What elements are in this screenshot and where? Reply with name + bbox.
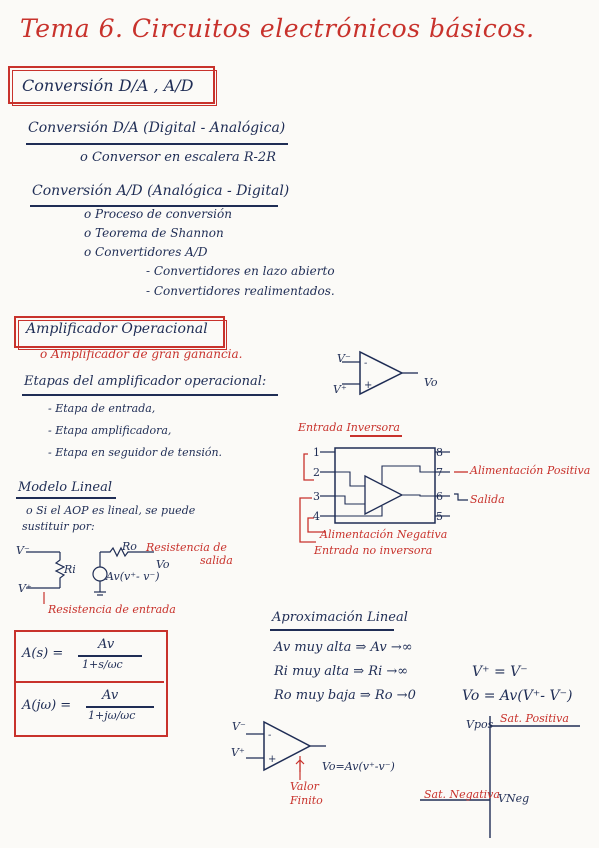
section-title-conversion: Conversión D/A , A/D	[22, 76, 194, 95]
pin-4: 4	[313, 510, 320, 523]
output-resistance-label-2: salida	[200, 554, 233, 567]
vplus-label-bottom: V⁺	[231, 746, 245, 759]
ri-label-model: Ri	[64, 563, 76, 576]
adc-item-1: o Proceso de conversión	[84, 207, 232, 221]
approx-result-2: Vo = Av(V⁺- V⁻)	[462, 688, 573, 704]
finite-value-1: Valor	[290, 780, 319, 793]
stages-heading: Etapas del amplificador operacional:	[24, 374, 267, 389]
vplus-label-top: V⁺	[333, 383, 347, 396]
vpos-label: Vpos	[466, 718, 494, 731]
svg-text:+: +	[364, 380, 373, 391]
sat-pos-label: Sat. Positiva	[500, 712, 569, 725]
pin-8: 8	[436, 446, 443, 459]
source-label: Av(v⁺- v⁻)	[106, 570, 160, 583]
approx-result-1: V⁺ = V⁻	[472, 664, 528, 680]
finite-value-2: Finito	[290, 794, 323, 807]
formula-2-bar	[86, 706, 154, 708]
formula-2-num: Av	[102, 688, 119, 703]
output-resistance-label-1: Resistencia de	[146, 541, 227, 554]
linear-model-underline	[16, 497, 116, 499]
sat-neg-label: Sat. Negativa	[424, 788, 500, 801]
vminus-label-model: V⁻	[16, 544, 30, 557]
stage-1: - Etapa de entrada,	[48, 402, 156, 415]
pin-output-label: Salida	[470, 493, 505, 506]
pin-7: 7	[436, 466, 443, 479]
pin-neg-supply-label: Alimentación Negativa	[320, 528, 448, 541]
svg-text:-: -	[268, 730, 272, 741]
formula-2-lhs: A(jω) =	[22, 698, 72, 713]
formula-1-lhs: A(s) =	[22, 646, 64, 661]
page-title: Tema 6. Circuitos electrónicos básicos.	[20, 14, 535, 43]
opamp-desc: o Amplificador de gran ganancia.	[40, 347, 243, 361]
vo-formula-bottom: Vo=Av(v⁺-v⁻)	[322, 760, 395, 773]
pin-2: 2	[313, 466, 320, 479]
approx-heading: Aproximación Lineal	[272, 610, 408, 625]
adc-subitem-2: - Convertidores realimentados.	[146, 284, 335, 298]
pin-6: 6	[436, 490, 443, 503]
stage-3: - Etapa en seguidor de tensión.	[48, 446, 223, 459]
formula-2-den: 1+jω/ωc	[88, 709, 136, 722]
ro-label-model: Ro	[122, 540, 137, 553]
pin-noninv-input-label: Entrada no inversora	[314, 544, 433, 557]
formula-1-bar	[78, 655, 142, 657]
vneg-label: VNeg	[498, 792, 530, 805]
adc-subitem-1: - Convertidores en lazo abierto	[146, 264, 335, 278]
arrow-up-icon	[292, 758, 308, 780]
vo-label-top: Vo	[424, 376, 438, 389]
svg-text:-: -	[364, 358, 368, 369]
pin-pos-supply-label: Alimentación Positiva	[470, 464, 591, 477]
pin-5: 5	[436, 510, 443, 523]
formula-1-num: Av	[98, 637, 115, 652]
approx-underline	[270, 629, 394, 631]
vminus-label-bottom: V⁻	[232, 720, 246, 733]
saturation-graph	[420, 714, 590, 840]
dac-heading: Conversión D/A (Digital - Analógica)	[28, 120, 286, 136]
formula-divider	[16, 681, 164, 683]
linear-model-text-1: o Si el AOP es lineal, se puede	[26, 504, 196, 517]
approx-line-1: Av muy alta ⇒ Av →∞	[274, 640, 413, 655]
adc-heading: Conversión A/D (Analógica - Digital)	[32, 183, 290, 199]
svg-text:+: +	[268, 754, 277, 765]
linear-model-heading: Modelo Lineal	[18, 480, 113, 495]
pin-1: 1	[313, 446, 320, 459]
approx-line-3: Ro muy baja ⇒ Ro →0	[274, 688, 416, 703]
linear-model-text-2: sustituir por:	[22, 520, 95, 533]
approx-line-2: Ri muy alta ⇒ Ri →∞	[274, 664, 409, 679]
adc-item-3: o Convertidores A/D	[84, 245, 208, 259]
stages-underline	[22, 394, 278, 396]
dac-item: o Conversor en escalera R-2R	[80, 150, 276, 165]
vplus-label-model: V⁺	[18, 582, 32, 595]
vminus-label-top: V⁻	[337, 352, 351, 365]
stage-2: - Etapa amplificadora,	[48, 424, 172, 437]
vo-label-model: Vo	[156, 558, 170, 571]
pin-inv-input-label: Entrada Inversora	[298, 421, 400, 434]
formula-1-den: 1+s/ωc	[82, 658, 123, 671]
section-title-opamp: Amplificador Operacional	[26, 321, 208, 337]
pin-3: 3	[313, 490, 320, 503]
adc-item-2: o Teorema de Shannon	[84, 226, 224, 240]
input-resistance-label: Resistencia de entrada	[48, 603, 176, 616]
dac-underline	[26, 143, 288, 145]
